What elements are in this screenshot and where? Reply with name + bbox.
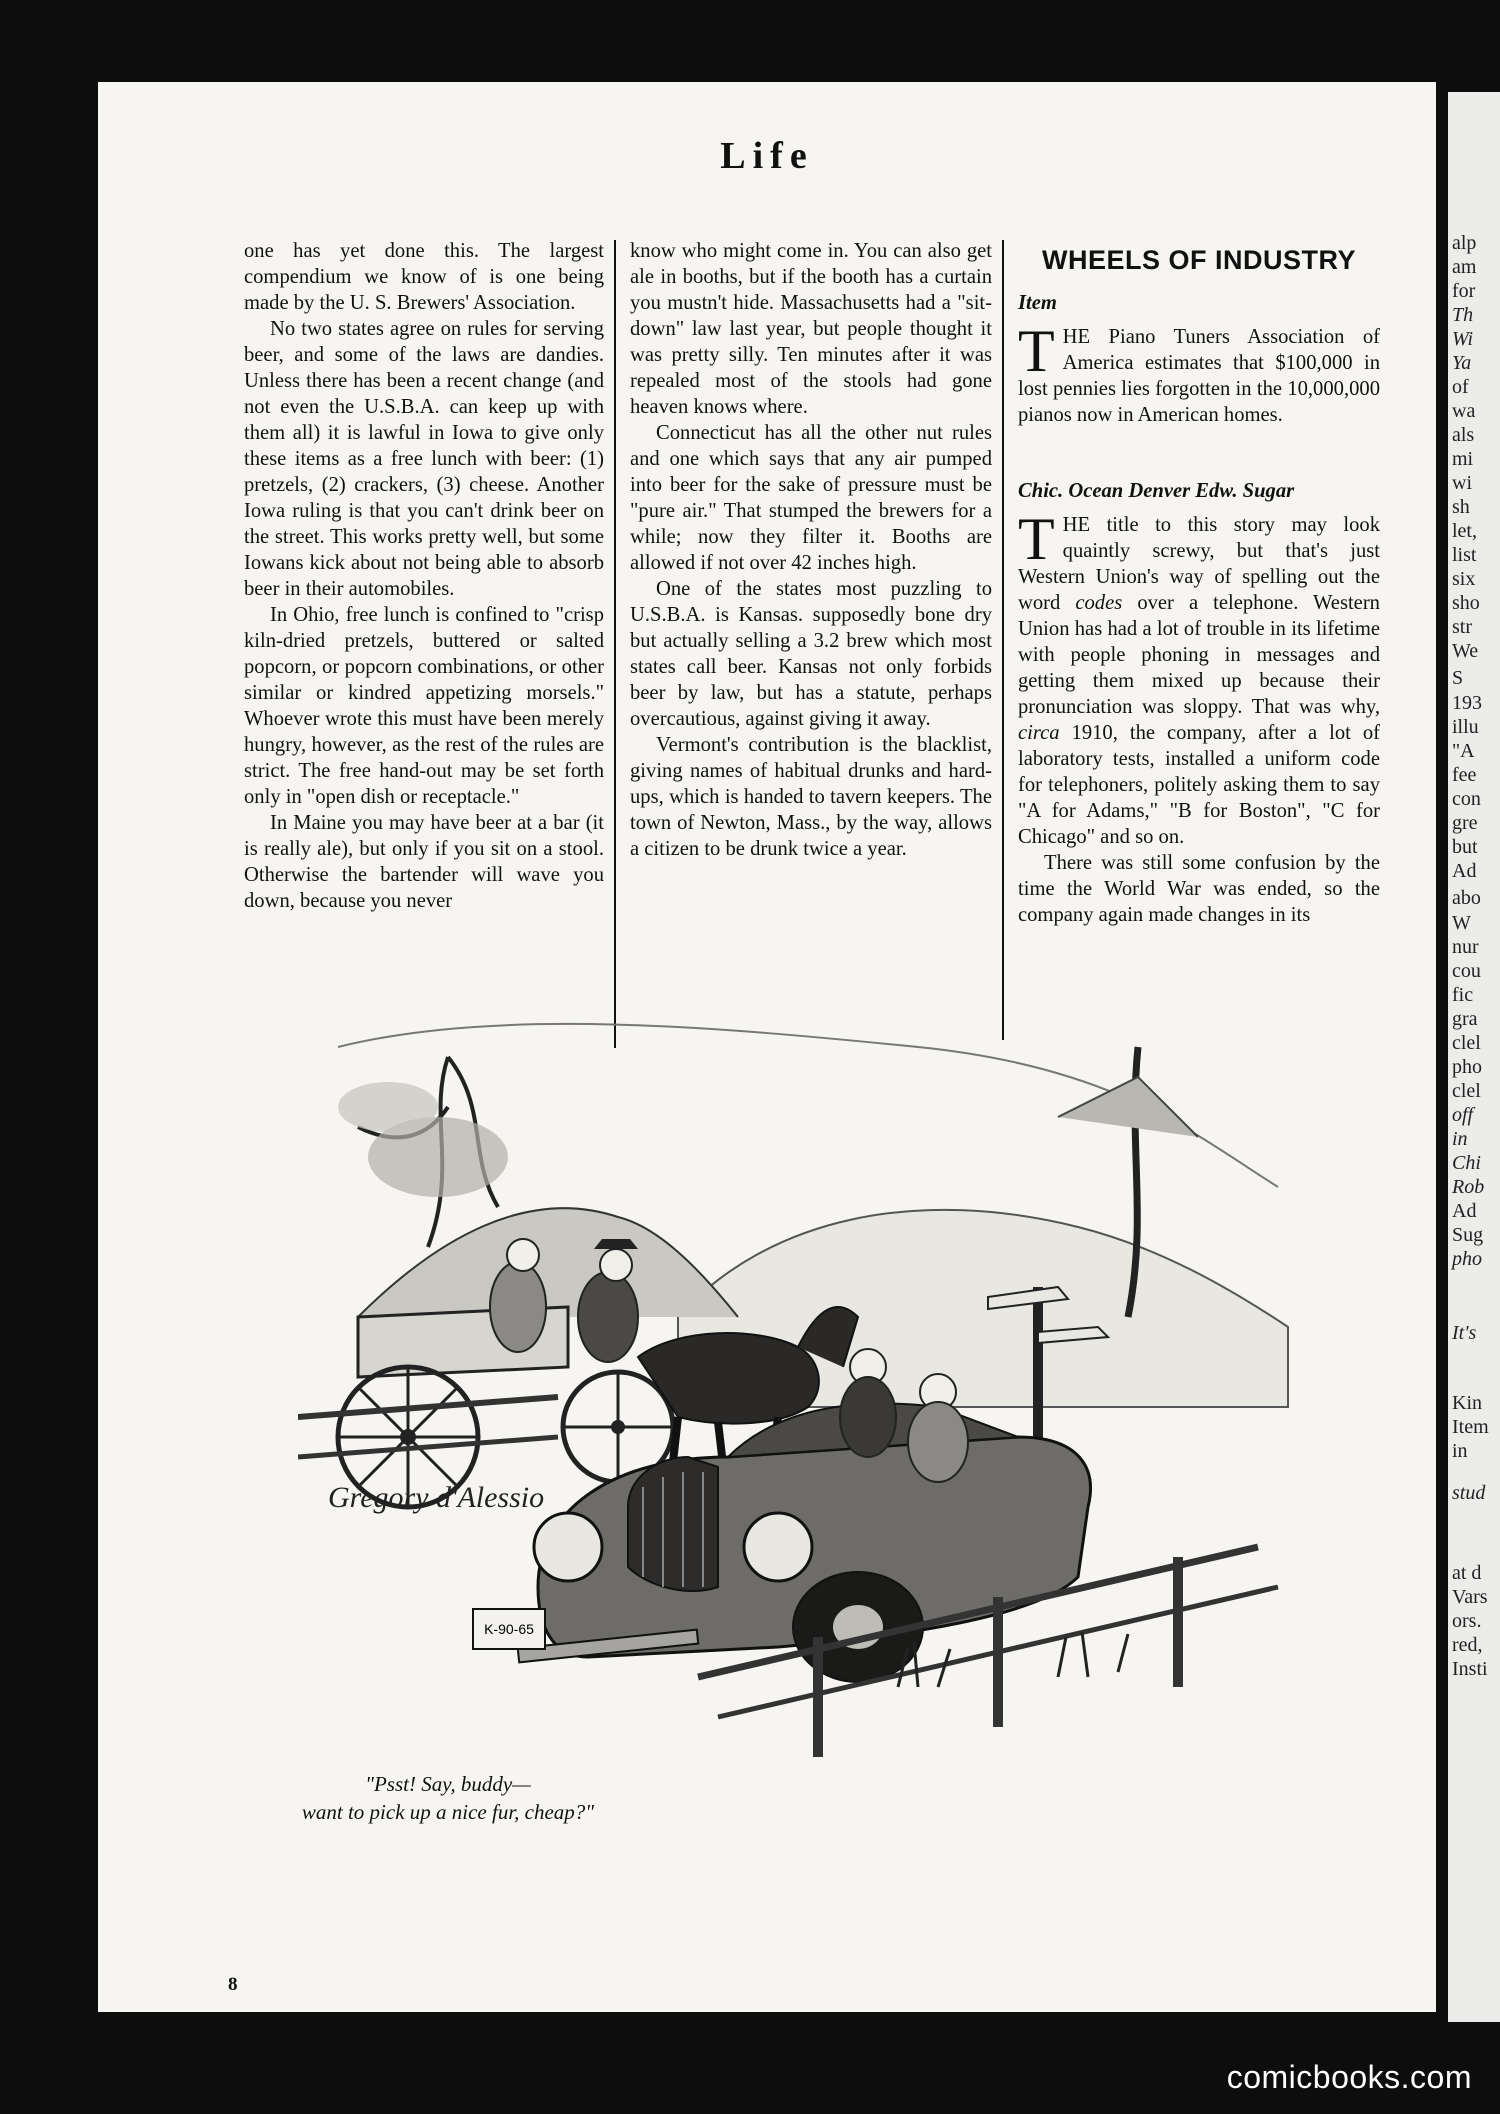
article-column-3 bbox=[1018, 238, 1380, 928]
paragraph: Connecticut has all the other nut rules and one which says that any air pumped into beer for the sake of pressure must be "pure air." That stumped the brewers for a while; now they filter it. Booths are allowed if not over 42 inches high. bbox=[630, 422, 992, 574]
license-plate: K-90-65 bbox=[484, 1621, 534, 1637]
section-headline: WHEELS OF INDUSTRY bbox=[1041, 245, 1356, 275]
item-title: Item bbox=[1018, 292, 1057, 314]
site-watermark: comicbooks.com bbox=[1226, 2059, 1472, 2095]
artist-signature: Gregory d'Alessio bbox=[328, 1481, 545, 1514]
article-column-1 bbox=[244, 238, 604, 914]
paragraph: There was still some confusion by the time the World War was ended, so the company again made changes in its bbox=[1018, 852, 1380, 926]
paragraph: one has yet done this. The largest compendium we know of is one being made by the U. S. Brewers' Association. bbox=[244, 240, 604, 314]
item-body: THE Piano Tuners Association of America estimates that $100,000 in lost pennies lies forgotten in the 10,000,000 pianos now in American homes. bbox=[1018, 318, 1380, 426]
drop-cap: T bbox=[1018, 506, 1055, 572]
article-column-2 bbox=[630, 238, 992, 862]
paragraph: know who might come in. You can also get ale in booths, but if the booth has a curtain you mustn't hide. Massachusetts had a "sit-down" law last year, but people thought it was pretty silly. Ten minutes after it was repealed most of the stools had gone heaven knows where. bbox=[630, 240, 992, 418]
page-number: 8 bbox=[228, 1974, 238, 1995]
paragraph: In Ohio, free lunch is confined to "crisp kiln-dried pretzels, buttered or salted popcorn, or popcorn combinations, or other similar or kindred appetizing morsels." Whoever wrote this must have been merely hungry, however, as the rest of the rules are strict. The free hand-out may be set forth only in "open dish or receptacle." bbox=[244, 604, 604, 808]
paragraph: Vermont's contribution is the blacklist, giving names of habitual drunks and hard-ups, which is handed to tavern keepers. The town of Newton, Mass., by the way, allows a citizen to be drunk twice a year. bbox=[630, 734, 992, 860]
paragraph: One of the states most puzzling to U.S.B.A. is Kansas. supposedly bone dry but actually selling a 3.2 brew which most states call beer. Kansas not only forbids beer by law, but has a statute, perhaps overcautious, against giving it away. bbox=[630, 578, 992, 730]
masthead: Life bbox=[720, 135, 814, 177]
cartoon-illustration bbox=[298, 987, 1300, 1757]
item-title: Chic. Ocean Denver Edw. Sugar bbox=[1018, 480, 1295, 502]
drop-cap: T bbox=[1018, 318, 1055, 384]
adjacent-page-edge: alp am for Th Wi Ya of wa als mi wi sh let, list six sho str We S 193 illu "A fee con gre but Ad abo W nur cou fic gra clel pho clel off in Chi Rob Ad Sug pho It's Kin Item in stud at d Vars ors. red, Insti bbox=[1448, 92, 1500, 2022]
cartoon-caption: "Psst! Say, buddy— want to pick up a nice fur, cheap?" bbox=[301, 1772, 595, 1824]
paragraph: No two states agree on rules for serving beer, and some of the laws are dandies. Unless there has been a recent change (and not even the U.S.B.A. can keep up with them all) it is lawful in Iowa to give only these items as a free lunch with beer: (1) pretzels, (2) crackers, (3) cheese. Another Iowa ruling is that you can't drink beer on the street. This works pretty well, but some Iowans kick about not being able to absorb beer in their automobiles. bbox=[244, 318, 604, 600]
column-divider bbox=[614, 240, 616, 1048]
column-divider bbox=[1002, 240, 1004, 1040]
magazine-page bbox=[98, 82, 1436, 2012]
paragraph: In Maine you may have beer at a bar (it is really ale), but only if you sit on a stool. Otherwise the bartender will wave you down, because you never bbox=[244, 812, 604, 912]
item-body: THE title to this story may look quaintly screwy, but that's just Western Union's way of spelling out the word codes over a telephone. Western Union has had a lot of trouble in its lifetime with people phoning in messages and getting them mixed up because their pronunciation was sloppy. That was why, circa 1910, the company, after a lot of laboratory tests, installed a uniform code for telephoners, politely asking them to say "A for Adams," "B for Boston", "C for Chicago" and so on. bbox=[1018, 506, 1380, 848]
